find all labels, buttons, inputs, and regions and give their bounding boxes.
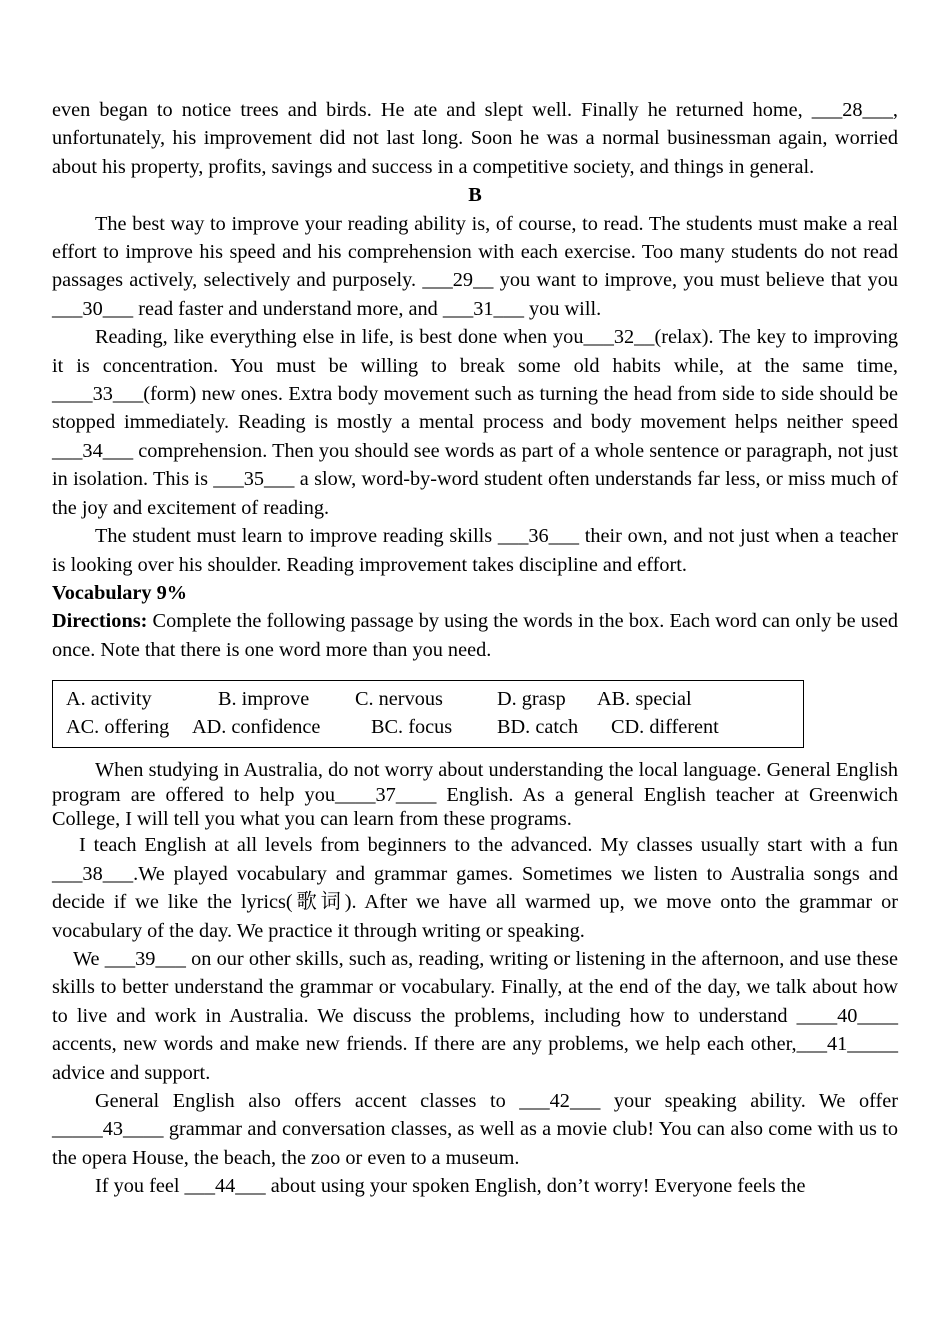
word-option: CD. different [611,716,719,739]
word-option: BD. catch [497,716,579,739]
vocabulary-paragraph-3: We ___39___ on our other skills, such as, reading, writing or listening in the afternoon, and use these skills to better understand the grammar or vocabulary. Finally, at the end of the day, we talk about how to live and work in Australia. We discuss the problems, including how to understand ____40____ accents, new words and make new friends. If there are any problems, we help each other,___41_____ advice and support. [52,947,898,1084]
word-option: B. improve [218,688,310,711]
word-option: D. grasp [497,688,566,711]
vocabulary-paragraph-1: When studying in Australia, do not worry about understanding the local language. General English program are offered to help you____37____ English. As a general English teacher at Greenwich College, I will tell you what you can learn from these programs. [52,759,898,830]
section-b-paragraph-3: The student must learn to improve reading skills ___36___ their own, and not just when a teacher is looking over his shoulder. Reading improvement takes discipline and effort. [52,525,898,576]
directions-text: Complete the following passage by using the words in the box. Each word can only be used once. Note that there is one word more than you need. [52,610,898,661]
vocabulary-paragraph-5: If you feel ___44___ about using your spoken English, don’t worry! Everyone feels the [95,1175,806,1198]
word-option: AC. offering [66,716,170,739]
word-option: AD. confidence [192,716,321,739]
vocabulary-directions [52,607,898,664]
vocabulary-paragraph-4: General English also offers accent classes to ___42___ your speaking ability. We offer _____43____ grammar and conversation classes, as well as a movie club! You can also come with us to the opera House, the beach, the zoo or even to a museum. [52,1090,898,1169]
directions-label: Directions: [52,610,148,633]
word-box [52,680,804,748]
word-option: C. nervous [355,688,443,711]
section-b-paragraph-1: The best way to improve your reading ability is, of course, to read. The students must make a real effort to improve his speed and his comprehension with each exercise. Too many students do not read passages actively, selectively and purposely. ___29__ you want to improve, you must believe that you ___30___ read faster and understand more, and ___31___ you will. [52,212,898,320]
passage-a-ending: even began to notice trees and birds. He ate and slept well. Finally he returned home, ___28___, unfortunately, his improvement did not last long. Soon he was a normal businessman again, worried about his property, profits, savings and success in a competitive society, and things in general. [52,99,898,178]
word-option: A. activity [66,688,152,711]
section-b-title: B [468,184,482,207]
document-page [52,96,898,1201]
vocabulary-paragraph-2: I teach English at all levels from beginners to the advanced. My classes usually start with a fun ___38___.We played vocabulary and grammar games. Sometimes we listen to Australia songs and decide if we like the lyrics(歌词). After we have all warmed up, we move onto the grammar or vocabulary of the day. We practice it through writing or speaking. [52,834,898,942]
section-b-paragraph-2: Reading, like everything else in life, is best done when you___32__(relax). The key to improving it is concentration. You must be willing to break some old habits while, at the same time, ____33___(form) new ones. Extra body movement such as turning the head from side to side should be stopped immediately. Reading is mostly a mental process and body movement helps neither speed ___34___ comprehension. Then you should see words as part of a whole sentence or paragraph, not just in isolation. This is ___35___ a slow, word-by-word student often understands far less, or miss much of the joy and excitement of reading. [52,326,898,519]
vocabulary-heading: Vocabulary 9% [52,581,188,604]
word-option: BC. focus [371,716,453,739]
word-option: AB. special [597,688,692,711]
